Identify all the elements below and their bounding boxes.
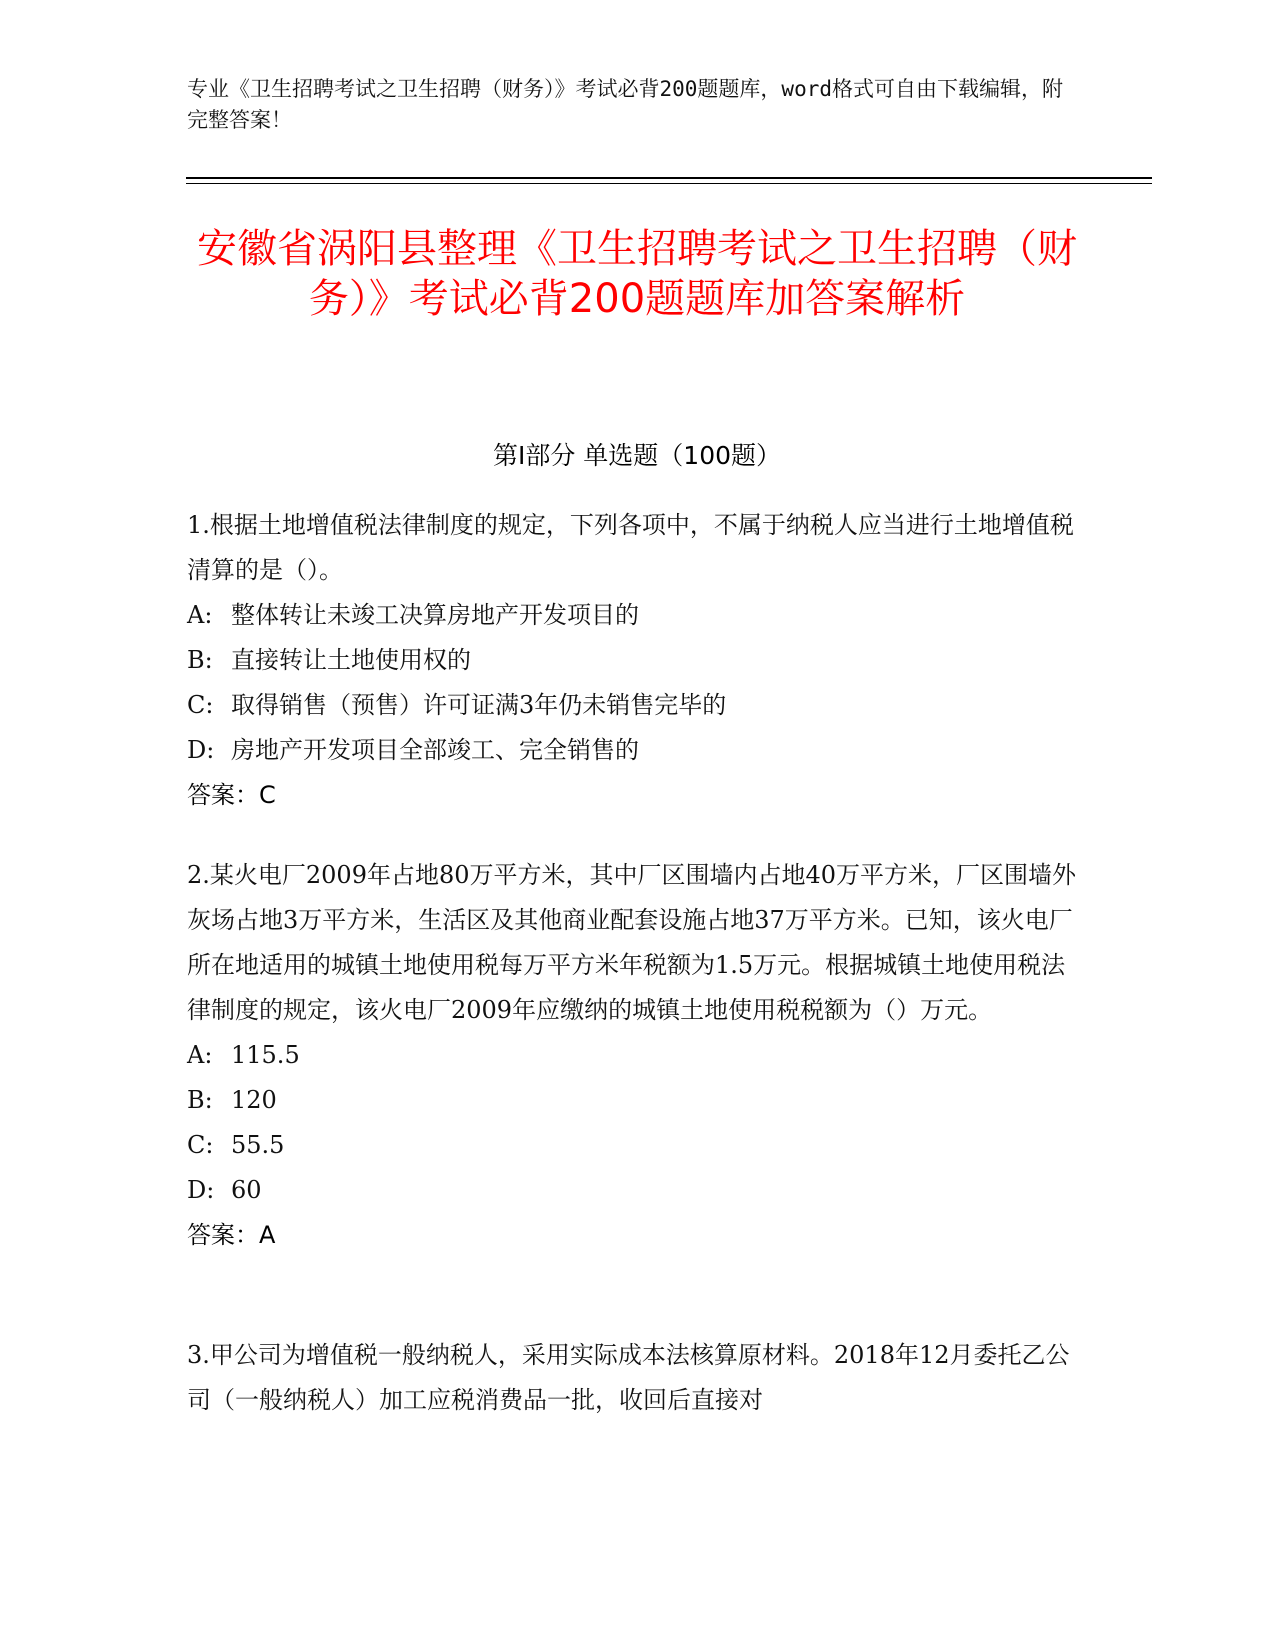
header-divider-thick [186,177,1152,179]
option-a [187,593,1087,638]
option-text: 取得销售（预售）许可证满3年仍未销售完毕的 [231,691,727,719]
option-letter: D: [187,736,215,764]
option-text: 55.5 [231,1131,285,1159]
question-2 [187,853,1087,1258]
option-letter: D: [187,1176,215,1204]
option-text: 60 [231,1176,262,1204]
question-stem: 1.根据土地增值税法律制度的规定，下列各项中，不属于纳税人应当进行土地增值税清算的是（）。 [187,511,1074,584]
option-c [187,1123,1087,1168]
option-letter: A: [187,601,213,629]
option-letter: B: [187,646,213,674]
answer-line: 答案：A [187,1221,276,1249]
header-note: 专业《卫生招聘考试之卫生招聘（财务）》考试必背200题题库，word格式可自由下载编辑，附完整答案！ [187,77,1063,132]
section-heading: 第Ⅰ部分 单选题（100题） [492,441,782,470]
question-1 [187,503,1087,818]
option-letter: C: [187,1131,214,1159]
option-text: 115.5 [231,1041,300,1069]
document-title: 安徽省涡阳县整理《卫生招聘考试之卫生招聘（财务）》考试必背200题题库加答案解析 [197,226,1077,322]
option-letter: A: [187,1041,213,1069]
option-a [187,1033,1087,1078]
question-3 [187,1333,1087,1423]
option-d [187,728,1087,773]
option-b [187,1078,1087,1123]
option-text: 房地产开发项目全部竣工、完全销售的 [231,736,639,764]
option-text: 整体转让未竣工决算房地产开发项目的 [231,601,639,629]
option-d [187,1168,1087,1213]
option-text: 120 [231,1086,277,1114]
answer-line: 答案：C [187,781,276,809]
option-text: 直接转让土地使用权的 [231,646,471,674]
question-stem: 2.某火电厂2009年占地80万平方米，其中厂区围墙内占地40万平方米，厂区围墙外灰场占地3万平方米，生活区及其他商业配套设施占地37万平方米。已知，该火电厂所在地适用的城镇土地使用税每万平方米年税额为1.5万元。根据城镇土地使用税法律制度的规定，该火电厂2009年应缴纳的城镇土地使用税税额为（）万元。 [187,861,1077,1024]
option-letter: B: [187,1086,213,1114]
option-b [187,638,1087,683]
question-stem: 3.甲公司为增值税一般纳税人，采用实际成本法核算原材料。2018年12月委托乙公司（一般纳税人）加工应税消费品一批，收回后直接对 [187,1341,1070,1414]
header-divider-thin [186,183,1152,184]
option-letter: C: [187,691,214,719]
option-c [187,683,1087,728]
